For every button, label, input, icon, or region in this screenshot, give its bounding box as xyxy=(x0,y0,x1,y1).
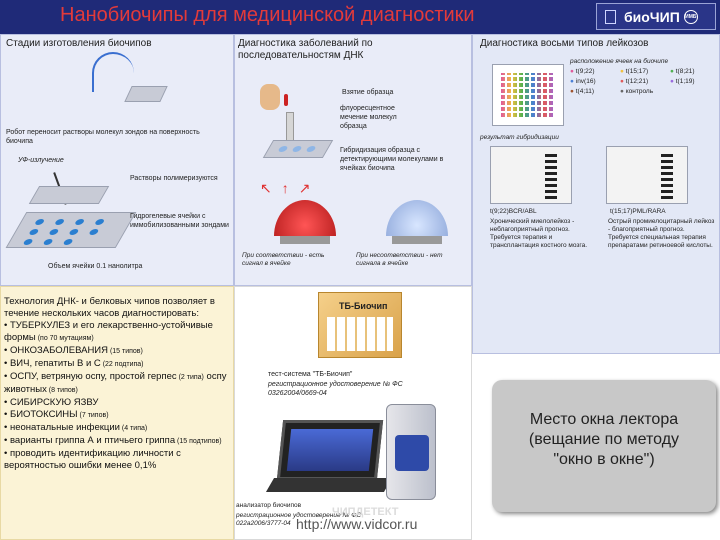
logo-mark-icon xyxy=(605,10,616,24)
uv-label: УФ-излучение xyxy=(18,157,64,164)
gel-label: Гидрогелевые ячейки с иммобилизованными зондами xyxy=(130,213,229,229)
legend-item: ● t(15;17) xyxy=(620,68,649,75)
brand-watermark: ЧИПДЕТЕКТ xyxy=(332,506,399,518)
case2-text: Острый промиелоцитарный лейкоз - благоприятный прогноз. Требуется специальная терапия препаратами ретиноевой кислоты. xyxy=(608,218,715,249)
volume-label: Объем ячейки 0.1 нанолитра xyxy=(48,263,143,270)
result-chip-2 xyxy=(606,146,688,204)
legend-item: ● t(12;21) xyxy=(620,78,649,85)
result-label: результат гибридизации xyxy=(480,134,559,141)
biochip-logo xyxy=(596,3,716,30)
case2-code: t(15;17)PML/RARA xyxy=(610,208,666,215)
list-item: • БИОТОКСИНЫ (7 типов) xyxy=(4,409,109,420)
sample-label: Взятие образца xyxy=(342,89,394,96)
legend-item: ● t(1;19) xyxy=(670,78,695,85)
lector-text xyxy=(492,410,716,470)
legend-item: ● t(9;22) xyxy=(570,68,595,75)
hybridization-label: Гибридизация образца с детектирующими молекулами в ячейках биочипа xyxy=(340,147,444,172)
hand-icon xyxy=(260,84,280,110)
legend-item: ● контроль xyxy=(620,88,654,95)
polymerize-label: Растворы полимеризуются xyxy=(130,175,218,182)
layout-label: расположение ячеек на биочипе xyxy=(570,58,669,65)
leukosis-title: Диагностика восьми типов лейкозов xyxy=(480,38,649,49)
legend-item: ● inv(16) xyxy=(570,78,596,85)
technology-list xyxy=(4,296,230,472)
signal-rays-icon: ↖↑↗ xyxy=(260,180,321,196)
logo-text: биоЧИП xyxy=(624,8,680,25)
mismatch-label: При несоответствии - нет сигнала в ячейке xyxy=(356,252,443,267)
result-chip-1 xyxy=(490,146,572,204)
list-item: • СИБИРСКУЮ ЯЗВУ xyxy=(4,397,99,408)
technology-intro: Технология ДНК- и белковых чипов позволяет в течение нескольких часов диагностировать: xyxy=(4,296,215,319)
robot-label: Робот переносит растворы молекул зондов на поверхность биочипа xyxy=(6,129,200,145)
blood-drop-icon xyxy=(284,94,288,106)
match-label: При соответствии - есть сигнал в ячейке xyxy=(242,252,325,267)
labeling-label: флуоресцентное мечение молекул образца xyxy=(340,105,397,130)
robot-arm-icon xyxy=(92,52,134,92)
laptop-screen xyxy=(277,420,383,480)
lector-line-1: Место окна лектора xyxy=(529,411,679,428)
no-signal-base xyxy=(392,236,442,244)
registration-1: регистрационное удостоверение № ФС 03262004/0669-04 xyxy=(268,381,403,397)
pipette-icon xyxy=(286,112,294,142)
chip-layout-card xyxy=(492,64,564,126)
legend-grid xyxy=(570,68,716,96)
gel-plate xyxy=(6,212,137,248)
logo-badge: ИМБ xyxy=(684,10,698,24)
analyzer-label: анализатор биочипов xyxy=(236,502,302,509)
registration-2: регистрационное удостоверение № ФС 022а2006/3777-04 xyxy=(236,512,362,527)
analyzer-device xyxy=(386,404,436,500)
laptop-keyboard xyxy=(266,478,392,492)
case1-code: t(9;22)BCR/ABL xyxy=(490,208,537,215)
tb-biochip-box: ТБ-Биочип xyxy=(318,292,402,358)
list-item: • ОНКОЗАБОЛЕВАНИЯ (15 типов) xyxy=(4,345,143,356)
lector-line-3: "окно в окне") xyxy=(553,451,655,468)
list-item: • ТУБЕРКУЛЕЗ и его лекарственно-устойчивые формы (по 70 мутациям) xyxy=(4,320,213,343)
footer-link[interactable]: http://www.vidcor.ru xyxy=(296,516,418,532)
list-item: • ВИЧ, гепатиты В и С (22 подтипа) xyxy=(4,358,144,369)
uv-plate xyxy=(29,186,109,204)
hybridization-plate xyxy=(263,140,333,158)
fabrication-title: Стадии изготовления биочипов xyxy=(6,38,152,49)
list-item: • ОСПУ, ветряную оспу, простой герпес (2 типа) оспу животных (8 типов) xyxy=(4,371,227,395)
legend-item: ● t(8;21) xyxy=(670,68,695,75)
lector-line-2: (вещание по методу xyxy=(528,431,680,448)
page-title: Нанобиочипы для медицинской диагностики xyxy=(60,4,475,26)
list-item: • неонатальные инфекции (4 типа) xyxy=(4,422,148,433)
list-item: • проводить идентификацию личности с вероятностью ошибки менее 0,1% xyxy=(4,448,181,471)
testsystem-label: тест-система "ТБ-Биочип" xyxy=(268,371,353,378)
legend-item: ● t(4;11) xyxy=(570,88,595,95)
diagnostics-title: Диагностика заболеваний по последовательностям ДНК xyxy=(238,38,373,61)
signal-base xyxy=(280,236,330,244)
list-item: • варианты гриппа А и птичьего гриппа (15 подтипов) xyxy=(4,435,222,446)
case1-text: Хронический миелолейкоз - неблагоприятный прогноз. Требуется терапия и трансплантация костного мозга. xyxy=(490,218,588,249)
